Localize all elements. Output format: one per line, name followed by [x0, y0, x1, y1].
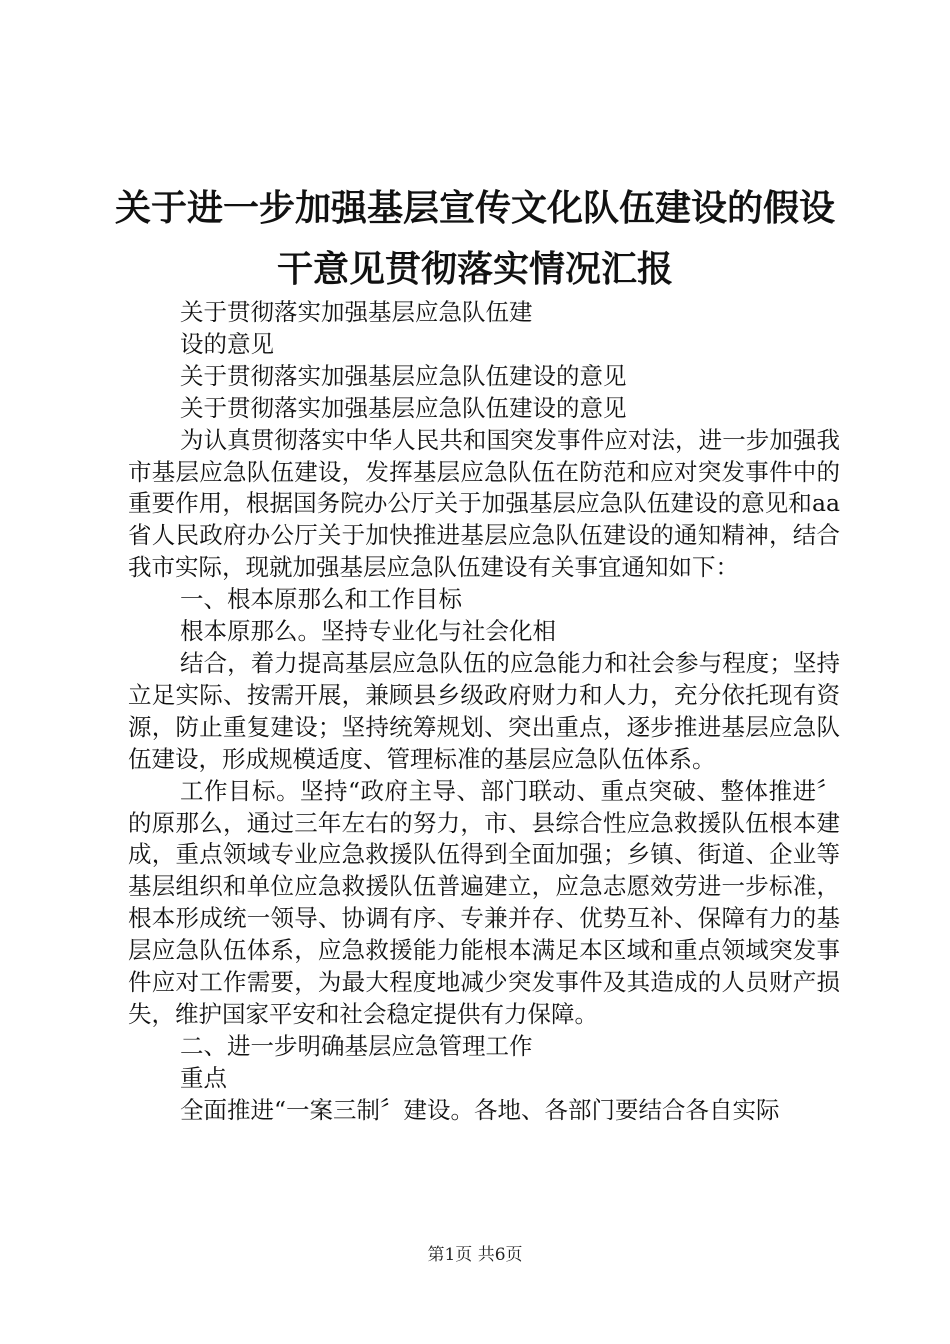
page-number-footer: 第1页 共6页 — [427, 1245, 523, 1265]
body-paragraph: 结合，着力提高基层应急队伍的应急能力和社会参与程度；坚持立足实际、按需开展，兼顾县乡级政府财力和人力，充分依托现有资源，防止重复建设；坚持统筹规划、突出重点，逐步推进基层应急队伍建设，形成规模适度、管理标准的基层应急队伍体系。 — [128, 648, 840, 773]
document-title-line-2: 干意见贯彻落实情况汇报 — [276, 249, 673, 290]
body-line: 根本原那么。坚持专业化与社会化相 — [180, 617, 556, 646]
subheading-line: 设的意见 — [180, 329, 274, 358]
body-paragraph: 工作目标。坚持“政府主导、部门联动、重点突破、整体推进〞的原那么，通过三年左右的努力，市、县综合性应急救援队伍根本建成，重点领域专业应急救援队伍得到全面加强；乡镇、街道、企业等基层组织和单位应急救援队伍普遍建立，应急志愿效劳进一步标准，根本形成统一领导、协调有序、专兼并存、优势互补、保障有力的基层应急队伍体系，应急救援能力能根本满足本区域和重点领域突发事件应对工作需要，为最大程度地减少突发事件及其造成的人员财产损失，维护国家平安和社会稳定提供有力保障。 — [128, 776, 840, 1028]
subheading-line: 关于贯彻落实加强基层应急队伍建 — [180, 298, 533, 326]
document-title-line-1: 关于进一步加强基层宣传文化队伍建设的假设 — [114, 188, 835, 229]
body-line: 全面推进“一案三制〞建设。各地、各部门要结合各自实际 — [180, 1095, 780, 1124]
subheading-line: 关于贯彻落实加强基层应急队伍建设的意见 — [180, 361, 627, 390]
section-heading: 二、进一步明确基层应急管理工作 — [180, 1031, 533, 1060]
body-paragraph: 为认真贯彻落实中华人民共和国突发事件应对法，进一步加强我市基层应急队伍建设，发挥基层应急队伍在防范和应对突发事件中的重要作用，根据国务院办公厅关于加强基层应急队伍建设的意见和aa省人民政府办公厅关于加快推进基层应急队伍建设的通知精神，结合我市实际，现就加强基层应急队伍建设有关事宜通知如下： — [128, 425, 840, 582]
document-body — [128, 297, 840, 1127]
subheading-line: 关于贯彻落实加强基层应急队伍建设的意见 — [180, 393, 627, 422]
section-heading: 一、根本原那么和工作目标 — [180, 585, 462, 614]
body-line: 重点 — [180, 1063, 227, 1092]
